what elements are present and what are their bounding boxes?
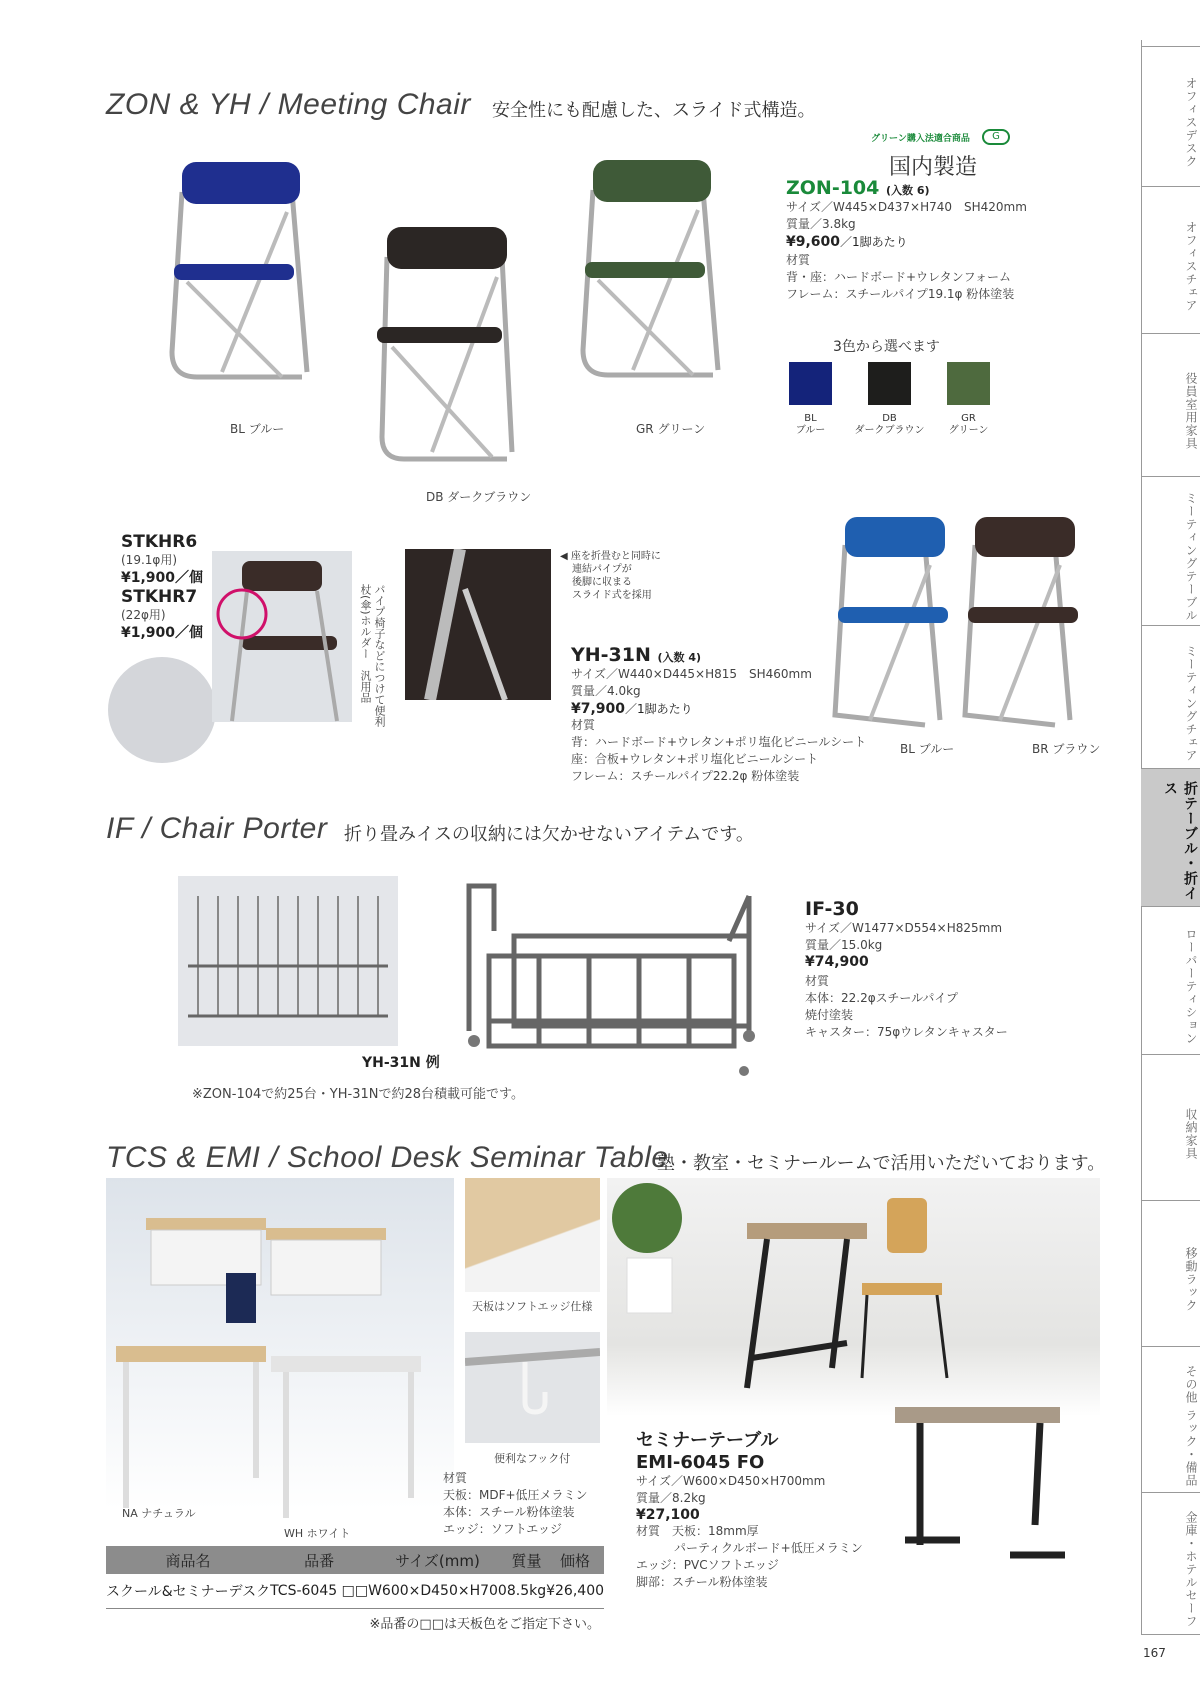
table-header (106, 1546, 604, 1574)
swatch-gr (947, 362, 990, 437)
spec: (19.1φ用) (121, 553, 177, 567)
swatch-name: ダークブラウン (854, 425, 925, 436)
sidebar-item-meeting-table[interactable]: ミーティングテーブル (1141, 476, 1200, 625)
chair-label: DB ダークブラウン (426, 490, 532, 504)
note-line: スライド式を採用 (572, 590, 652, 601)
section-title-school-desk: TCS & EMI / School Desk Seminar Table (106, 1141, 669, 1174)
yh-31n-spec (571, 644, 866, 785)
yh-chair-images (830, 515, 1100, 735)
green-purchase-label: グリーン購入法適合商品 (871, 134, 970, 144)
material: 座：合板+ウレタン+ポリ塩化ビニールシート (571, 752, 819, 766)
chair-label: BL ブルー (900, 742, 955, 756)
page-number: 167 (1143, 1646, 1166, 1660)
sidebar-item-folding[interactable]: 折テーブル・折イス (1141, 768, 1200, 906)
detail-caption: 天板はソフトエッジ仕様 (472, 1300, 593, 1313)
material: パーティクルボード+低圧メラミン (674, 1541, 863, 1555)
desk-color-label: NA ナチュラル (122, 1507, 196, 1520)
hook-photo (465, 1332, 600, 1443)
material: エッジ：ソフトエッジ (443, 1522, 563, 1536)
detail-caption: 便利なフック付 (494, 1452, 571, 1465)
desk-color-label: WH ホワイト (284, 1527, 351, 1540)
color-swatches (789, 362, 990, 437)
material-label: 材質 (786, 253, 811, 267)
product-name: セミナーテーブル (636, 1430, 779, 1451)
sidebar-item-office-desk[interactable]: オフィスデスク (1141, 46, 1200, 186)
material: 材質 天板：18mm厚 (636, 1524, 759, 1538)
material: 背・座：ハードボード+ウレタンフォーム (786, 270, 1011, 284)
sidebar-item-meeting-chair[interactable]: ミーティングチェア (1141, 625, 1200, 768)
chair-label: BL ブルー (230, 422, 285, 436)
price: ¥1,900／個 (121, 625, 204, 641)
material: キャスター：75φウレタンキャスター (805, 1025, 1008, 1039)
tcs-materials (443, 1470, 588, 1538)
weight: 質量／4.0kg (571, 684, 641, 698)
price-unit: ／1脚あたり (840, 235, 908, 249)
material-label: 材質 (443, 1471, 468, 1485)
sidebar-item-safe[interactable]: 金庫・ホテルセーフ (1141, 1492, 1200, 1635)
umbrella-holder-spec (121, 533, 203, 643)
emi-room-photo (607, 1178, 1100, 1416)
weight: 質量／15.0kg (805, 938, 883, 952)
sidebar-item-executive[interactable]: 役員室用家具 (1141, 333, 1200, 476)
size: サイズ／W600×D450×H700mm (636, 1474, 826, 1488)
model: IF-30 (805, 898, 859, 920)
tcs-price-table (106, 1546, 605, 1632)
sidebar-item-mobile-rack[interactable]: 移動ラック (1141, 1200, 1200, 1346)
swatch-code: GR (961, 413, 976, 424)
size: サイズ／W440×D445×H815 SH460mm (571, 667, 812, 681)
material: フレーム：スチールパイプ19.1φ 粉体塗装 (786, 287, 1015, 301)
holder-note: パイプ椅子などにつけて便利 杖(傘)ホルダー 汎用品 (359, 584, 386, 727)
sidebar-item-storage[interactable]: 収納家具 (1141, 1054, 1200, 1200)
made-in-japan: 国内製造 (889, 155, 978, 180)
section-subtitle: 塾・教室・セミナールームで活用いただいております。 (657, 1153, 1106, 1174)
umbrella-chair-photo (212, 551, 352, 722)
green-mark-icon: G (982, 129, 1010, 145)
chair-dark-brown (377, 227, 512, 459)
soft-edge-photo (465, 1178, 600, 1292)
chair-label: GR グリーン (636, 422, 706, 436)
material: 本体：スチール粉体塗装 (443, 1505, 575, 1519)
section-title-chair-porter: IF / Chair Porter (106, 812, 328, 845)
cell: ¥26,400 (546, 1574, 604, 1608)
price: ¥9,600 (786, 234, 841, 250)
model: ZON-104 (786, 177, 880, 199)
header-cell: 質量 (507, 1546, 546, 1574)
chair-label: BR ブラウン (1032, 742, 1101, 756)
sidebar-item-racks[interactable]: その他 ラック・備品 (1141, 1346, 1200, 1492)
weight: 質量／8.2kg (636, 1491, 706, 1505)
slide-mechanism-photo (405, 549, 551, 700)
model: EMI-6045 FO (636, 1452, 765, 1473)
sidebar-item-partition[interactable]: ローパーティション (1141, 906, 1200, 1054)
qty: (入数 6) (886, 184, 930, 197)
weight: 質量／3.8kg (786, 217, 856, 231)
note-line: ◀ 座を折畳むと同時に (560, 551, 661, 562)
zon-chair-images (150, 150, 750, 500)
spec: (22φ用) (121, 608, 166, 622)
swatch-bl (789, 362, 832, 437)
porter-loaded-photo (178, 876, 398, 1046)
size: サイズ／W1477×D554×H825mm (805, 921, 1003, 935)
zon-104-spec (786, 177, 1027, 303)
section-title-meeting-chair: ZON & YH / Meeting Chair (106, 88, 471, 121)
price: ¥1,900／個 (121, 570, 204, 586)
model: STKHR7 (121, 587, 198, 607)
chair-green (583, 160, 718, 375)
header-cell: 品番 (270, 1546, 368, 1574)
holder-closeup-photo (108, 657, 216, 763)
model: STKHR6 (121, 532, 198, 552)
photo-caption: YH-31N 例 (362, 1055, 440, 1071)
cell: 8.5kg (507, 1574, 546, 1608)
size: サイズ／W445×D437×H740 SH420mm (786, 200, 1027, 214)
swatch-code: BL (804, 413, 817, 424)
table-row (106, 1574, 604, 1608)
qty: (入数 4) (657, 651, 702, 664)
chair-blue (172, 162, 307, 377)
cell: W600×D450×H700 (368, 1574, 507, 1608)
section-subtitle: 折り畳みイスの収納には欠かせないアイテムです。 (344, 824, 754, 845)
note-line: 後脚に収まる (572, 577, 632, 588)
header-cell: サイズ(mm) (368, 1546, 507, 1574)
swatch-db (854, 362, 925, 437)
note-line: 連結パイプが (572, 564, 632, 575)
cell: TCS-6045 □□ (270, 1574, 368, 1608)
material: 背：ハードボード+ウレタン+ポリ塩化ビニールシート (571, 735, 867, 749)
table-note: ※品番の□□は天板色をご指定下さい。 (369, 1616, 600, 1632)
material: エッジ：PVCソフトエッジ (636, 1558, 779, 1572)
material-label: 材質 (805, 974, 830, 988)
if-30-spec (805, 898, 1008, 1041)
price: ¥27,100 (636, 1507, 700, 1523)
material: 焼付塗装 (805, 1008, 854, 1022)
material: 天板：MDF+低圧メラミン (443, 1488, 588, 1502)
header-cell: 価格 (546, 1546, 604, 1574)
model: YH-31N (571, 644, 651, 666)
emi-table-image (890, 1405, 1070, 1575)
chair-yh-brown (965, 517, 1078, 725)
price-unit: ／1脚あたり (625, 702, 693, 716)
chair-yh-blue (835, 517, 948, 725)
material: 脚部：スチール粉体塗装 (636, 1575, 768, 1589)
material: フレーム：スチールパイプ22.2φ 粉体塗装 (571, 769, 800, 783)
slide-note (560, 550, 661, 602)
swatch-name: グリーン (948, 425, 989, 436)
material: 本体：22.2φスチールパイプ (805, 991, 958, 1005)
if-30-cart-image (459, 881, 769, 1076)
header-cell: 商品名 (106, 1546, 270, 1574)
sidebar-item-office-chair[interactable]: オフィスチェア (1141, 186, 1200, 333)
price: ¥7,900 (571, 701, 626, 717)
swatch-code: DB (882, 413, 897, 424)
tcs-desk-photo (106, 1178, 454, 1546)
emi-6045-spec (636, 1426, 863, 1591)
cell: スクール&セミナーデスク (106, 1574, 270, 1608)
material-label: 材質 (571, 718, 596, 732)
price: ¥74,900 (805, 954, 869, 970)
colors-title: 3色から選べます (833, 339, 940, 355)
swatch-name: ブルー (795, 425, 826, 436)
section-subtitle: 安全性にも配慮した、スライド式構造。 (492, 100, 816, 121)
capacity-note: ※ZON-104で約25台・YH-31Nで約28台積載可能です。 (192, 1087, 524, 1102)
